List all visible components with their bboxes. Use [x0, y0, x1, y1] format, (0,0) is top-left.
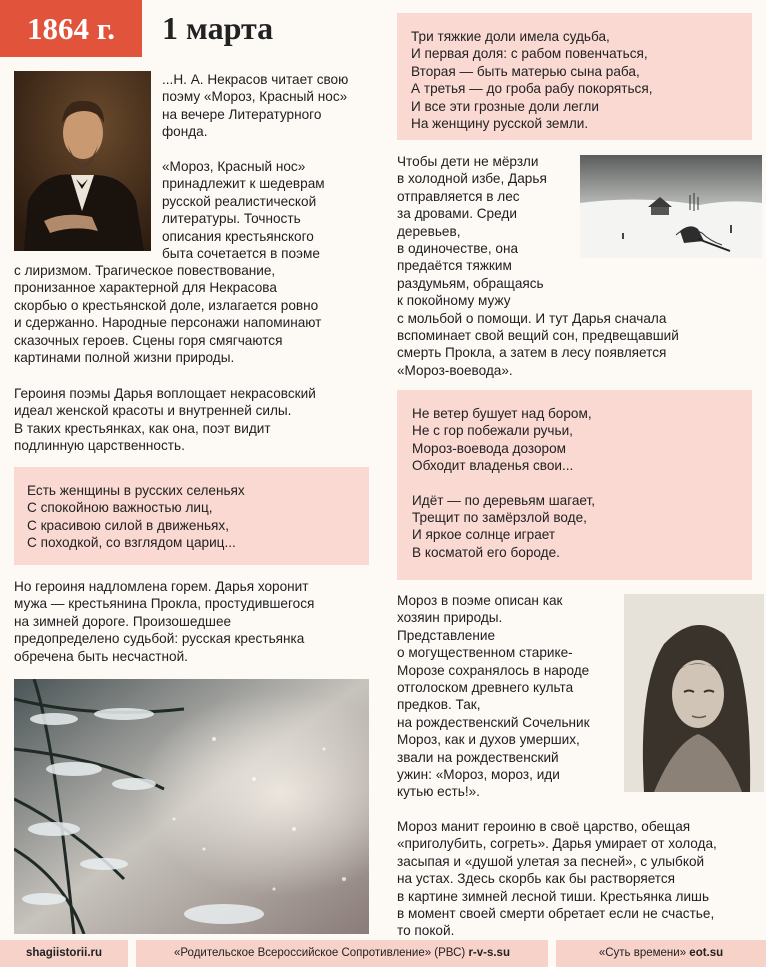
verse-line: Есть женщины в русских селеньях	[27, 483, 245, 498]
verse-line: Идёт — по деревьям шагает,	[412, 492, 596, 508]
text-line: подлинную царственность.	[14, 438, 185, 454]
text-line: принадлежит к шедеврам	[162, 176, 325, 192]
text-line: раздумьям, обращаясь	[397, 275, 544, 291]
verse-line: Мороз-воевода дозором	[412, 440, 566, 456]
text-line: то покой.	[397, 923, 455, 939]
winter-spruce-photo	[14, 679, 369, 934]
verse-line: Три тяжкие доли имела судьба,	[411, 29, 610, 44]
text-line: русской реалистической	[162, 193, 317, 209]
text-line: Но героиня надломлена горем. Дарья хоронит	[14, 579, 309, 594]
heroine-paragraph	[14, 385, 316, 455]
verse-line: И первая доля: с рабом повенчаться,	[411, 46, 648, 62]
intro-paragraph	[162, 71, 348, 141]
text-line: в одиночестве, она	[397, 241, 519, 257]
text-line: Представление	[397, 627, 496, 643]
text-line: быта сочетается в поэме	[162, 246, 320, 262]
verse-line: С красивою силой в движеньях,	[27, 517, 229, 533]
text-line: отправляется в лес	[397, 188, 520, 204]
text-line: Мороз в поэме описан как	[397, 593, 563, 608]
intro-line: на вечере Литературного	[162, 106, 322, 122]
text-line: засыпая и «душой улетая за песней», с улыбкой	[397, 853, 705, 869]
text-line: мужа — крестьянина Прокла, простудившегося	[14, 596, 315, 612]
intro-line: фонда.	[162, 124, 208, 140]
text-line: Мороз манит героиню в своё царство, обещая	[397, 819, 691, 834]
text-line: сказочных героев. Сцены горя смягчаются	[14, 332, 283, 348]
text-line: предопределено судьбой: русская крестьянка	[14, 631, 305, 647]
nekrasov-portrait	[14, 71, 151, 251]
verse-line: С походкой, со взглядом цариц...	[27, 535, 236, 551]
text-line: деревьев,	[397, 223, 461, 239]
text-line: обречена быть несчастной.	[14, 648, 188, 664]
verse-line: Трещит по замёрзлой воде,	[412, 510, 587, 526]
text-line: ужин: «Мороз, мороз, иди	[397, 767, 560, 783]
masterpiece-paragraph-wide	[14, 262, 321, 366]
text-line: в картине зимней лесной тиши. Крестьянка лишь	[397, 888, 710, 904]
text-line: на зимней дороге. Произошедшее	[14, 613, 232, 629]
verse-line: И яркое солнце играет	[412, 527, 556, 543]
grief-paragraph	[14, 578, 314, 665]
text-line: идеал женской красоты и внутренней силы.	[14, 403, 292, 419]
text-line: В таких крестьянках, как она, поэт видит	[14, 420, 271, 436]
year-badge: 1864 г.	[0, 0, 142, 57]
text-line: в момент своей смерти обретает если не счастье,	[397, 906, 715, 922]
text-line: скорбью о крестьянской доле, излагается ровно	[14, 297, 319, 313]
text-line: звали на рождественский	[397, 749, 559, 765]
text-line: пронизанное характерной для Некрасова	[14, 280, 277, 296]
text-line: предков. Так,	[397, 697, 481, 713]
text-line: хозяин природы.	[397, 610, 503, 626]
footer-rvs[interactable]	[136, 940, 548, 967]
verse-box-frost	[397, 390, 752, 580]
verse-line: В косматой его бороде.	[412, 544, 560, 560]
text-line: Героиня поэмы Дарья воплощает некрасовский	[14, 386, 316, 401]
verse-line: Не ветер бушует над бором,	[412, 406, 592, 421]
text-line: в холодной избе, Дарья	[397, 171, 547, 187]
text-line: предаётся тяжким	[397, 258, 512, 274]
footer-site-link[interactable]: shagiistorii.ru	[25, 947, 103, 959]
text-line: отголоском древнего культа	[397, 680, 574, 696]
date-title: 1 марта	[162, 10, 274, 46]
text-line: «Мороз-воевода».	[397, 362, 513, 378]
verse-line: И все эти грозные доли легли	[411, 98, 599, 114]
winter-village-illustration	[580, 155, 762, 258]
verse-box-three-fates	[397, 13, 752, 140]
verse-line: С спокойною важностью лиц,	[27, 500, 213, 516]
text-line: описания крестьянского	[162, 228, 314, 244]
text-line: смерть Прокла, а затем в лесу появляется	[397, 345, 667, 361]
frost-myth-paragraph	[397, 592, 590, 801]
verse-line: На женщину русской земли.	[411, 116, 589, 132]
text-line: с лиризмом. Трагическое повествование,	[14, 263, 276, 278]
masterpiece-paragraph	[162, 158, 325, 262]
verse-line: А третья — до гроба рабу покоряться,	[411, 81, 653, 97]
footer-org-name: «Родительское Всероссийское Сопротивление» (РВС)	[174, 947, 466, 959]
footer-eot[interactable]	[556, 940, 766, 967]
text-line: с мольбой о помощи. И тут Дарья сначала	[397, 310, 667, 326]
footer-eot-link[interactable]: eot.su	[689, 947, 724, 959]
text-line: на устах. Здесь скорбь как бы растворяется	[397, 871, 676, 887]
intro-line: ...Н. А. Некрасов читает свою	[162, 72, 349, 87]
text-line: литературы. Точность	[162, 211, 301, 227]
text-line: «приголубить, согреть». Дарья умирает от холода,	[397, 836, 717, 852]
intro-line: поэму «Мороз, Красный нос»	[162, 89, 348, 105]
peasant-girl-sketch	[624, 594, 764, 792]
text-line: картинами полной жизни природы.	[14, 350, 235, 366]
footer-rvs-link[interactable]: r-v-s.su	[468, 947, 510, 959]
verse-box-women	[14, 467, 369, 565]
text-line: о могущественном старике-	[397, 645, 573, 661]
verse-line: Не с гор побежали ручьи,	[412, 423, 573, 439]
text-line: Мороз, как и духов умерших,	[397, 732, 580, 748]
text-line: Чтобы дети не мёрзли	[397, 154, 539, 169]
footer-site-shagiistorii[interactable]	[0, 940, 128, 967]
text-line: к покойному мужу	[397, 293, 511, 309]
text-line: на рождественский Сочельник	[397, 714, 590, 730]
text-line: вспоминает свой вещий сон, предвещавший	[397, 328, 679, 344]
footer-media-name: «Суть времени»	[598, 947, 687, 959]
text-line: «Мороз, Красный нос»	[162, 159, 306, 174]
text-line: кутью есть!».	[397, 784, 480, 800]
text-line: и сдержанно. Народные персонажи напоминают	[14, 315, 322, 331]
death-paragraph	[397, 818, 717, 940]
text-line: Морозе сохранялось в народе	[397, 662, 590, 678]
text-line: за дровами. Среди	[397, 206, 517, 222]
verse-line: Вторая — быть матерью сына раба,	[411, 63, 640, 79]
verse-line: Обходит владенья свои...	[412, 458, 574, 474]
